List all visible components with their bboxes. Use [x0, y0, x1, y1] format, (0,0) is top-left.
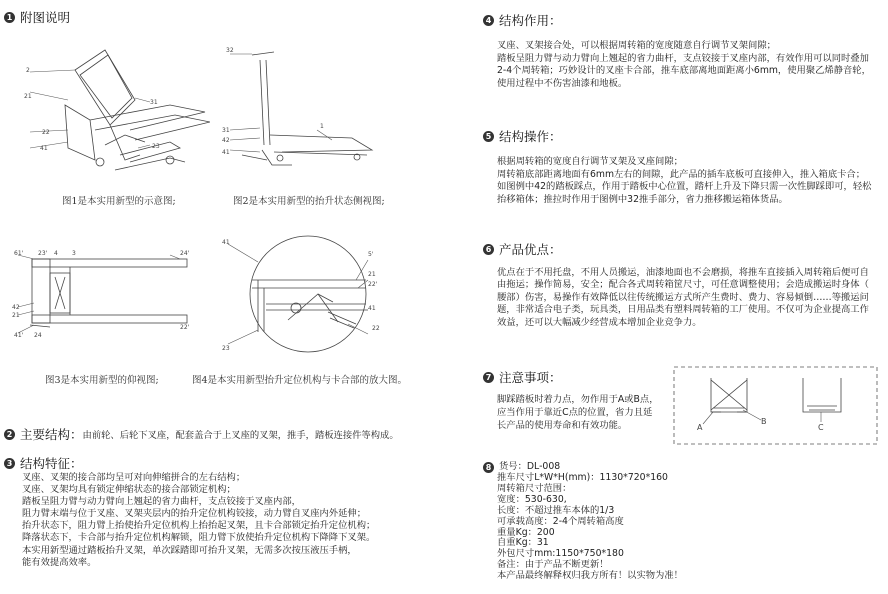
section-title: 结构操作： — [499, 129, 562, 144]
svg-text:32: 32 — [226, 47, 234, 54]
svg-text:42: 42 — [222, 137, 230, 144]
diagram-label-a: A — [697, 423, 703, 432]
svg-text:23': 23' — [38, 250, 48, 257]
caution-diagram — [673, 366, 878, 446]
svg-text:4: 4 — [54, 250, 58, 257]
svg-text:22': 22' — [368, 281, 378, 288]
text-line: 阻力臂末端与位于叉座、叉架夹层内的抬升定位机构铰接，动力臂自叉座内外延伸； — [22, 508, 366, 520]
figure-1-caption: 图1是本实用新型的示意图; — [62, 196, 176, 207]
spec-line: 宽度：530-630, — [497, 493, 567, 505]
text-line: 优点在于不用托盘，不用人员搬运，油漆地面也不会磨损，将推车直接插入周转箱后便可自 — [497, 267, 869, 278]
text-line: 踏板呈阻力臂与动力臂向上翘起的省力曲杆，支点铰接于叉座内部， — [22, 496, 301, 508]
svg-text:5': 5' — [368, 251, 374, 258]
spec-line: 外包尺寸mm:1150*750*180 — [497, 548, 624, 560]
text-line: 脚踩踏板时着力点，勿作用于A或B点， — [497, 394, 659, 405]
text-line: 降落状态下，卡合部与抬升定位机构解锁，阻力臂下放使抬升定位机构下降降下叉架。 — [22, 532, 376, 544]
section-6-header — [483, 240, 562, 258]
circled-number-icon: 6 — [483, 244, 494, 255]
text-line: 效益，还可以大幅减少经营成本增加企业竞争力。 — [497, 316, 702, 328]
section-2-text: 由前轮、后轮下叉座，配套盖合于上叉座的叉架，推手，踏板连接件等构成。 — [82, 430, 399, 441]
spec-line: 周转箱尺寸范围： — [497, 482, 572, 494]
section-1-header — [4, 8, 70, 26]
spec-line: 本产品最终解释权归我方所有！以实物为准！ — [497, 570, 683, 582]
circled-number-icon: 7 — [483, 372, 494, 383]
section-4-body — [497, 40, 871, 90]
svg-text:24': 24' — [180, 250, 190, 257]
svg-text:24: 24 — [34, 332, 42, 339]
figure-4-drawing — [218, 232, 398, 362]
circled-number-icon: 2 — [4, 429, 15, 440]
svg-text:41': 41' — [14, 332, 24, 339]
svg-text:2: 2 — [26, 67, 30, 74]
text-line: 踏板呈阻力臂与动力臂向上翘起的省力曲杆，支点铰接于叉座内部，有效作用可以同时叠加 — [497, 52, 869, 64]
spec-line: 重量Kg：200 — [497, 526, 555, 538]
svg-text:31: 31 — [222, 127, 230, 134]
svg-text:22': 22' — [180, 324, 190, 331]
figure-1-drawing — [20, 30, 210, 180]
diagram-label-c: C — [818, 423, 824, 432]
spec-line: 备注：由于产品不断更新！ — [497, 559, 609, 571]
svg-text:61': 61' — [14, 250, 24, 257]
circled-number-icon: 5 — [483, 131, 494, 142]
svg-text:3: 3 — [72, 250, 76, 257]
svg-text:21: 21 — [24, 93, 32, 100]
text-line: 叉座、叉架的接合部均呈可对向伸缩拼合的左右结构； — [22, 472, 246, 483]
text-line: 题，非常适合电子类，玩具类，日用品类有塑料周转箱的工厂使用。不仅可为企业提高工作 — [497, 304, 869, 316]
circled-number-icon: 1 — [4, 12, 15, 23]
section-title: 结构作用： — [499, 13, 562, 28]
spec-line: 长度：不超过推车本体的1/3 — [497, 504, 615, 516]
section-7-body — [497, 393, 659, 432]
section-3-body — [22, 472, 375, 569]
text-line: 由拖运；操作简易，安全；配合各式周转箱筐尺寸，可任意调整使用；会造成搬运时身体（ — [497, 279, 869, 291]
figure-3-caption: 图3是本实用新型的仰视图; — [45, 375, 159, 386]
text-line: 周转箱底部距离地面有6mm左右的间隙，此产品的插车底板可直接伸入，推入箱底卡合； — [497, 168, 866, 180]
section-title: 主要结构： — [20, 427, 83, 442]
text-line: 腰部）伤害，易操作有效降低以往传统搬运方式所产生费时、费力、容易倾倒……等搬运问 — [497, 291, 869, 303]
section-title: 产品优点： — [499, 242, 562, 257]
svg-text:42: 42 — [12, 304, 20, 311]
svg-text:41: 41 — [40, 145, 48, 152]
spec-line: 自重Kg：31 — [497, 537, 549, 549]
circled-number-icon: 3 — [4, 458, 15, 469]
text-line: 叉座、叉架均具有锁定伸缩状态的接合部锁定机构； — [22, 484, 236, 496]
section-4-header — [483, 11, 562, 29]
svg-text:1: 1 — [320, 123, 324, 130]
text-line: 根据周转箱的宽度自行调节叉架及叉座间隙； — [497, 156, 683, 167]
section-2-header — [4, 425, 399, 443]
text-line: 2-4个周转箱；巧妙设计的叉座卡合部，推车底部离地面距离小6mm，使用聚乙烯静音轮， — [497, 65, 871, 76]
diagram-label-b: B — [761, 417, 767, 426]
section-title: 附图说明 — [20, 10, 71, 25]
text-line: 应当作用于靠近C点的位置，省力且延 — [497, 407, 653, 418]
section-title: 注意事项： — [499, 370, 562, 385]
section-7-header — [483, 368, 562, 386]
section-5-header — [483, 127, 562, 145]
circled-number-icon: 8 — [483, 462, 494, 473]
svg-text:23: 23 — [222, 345, 230, 352]
svg-text:23: 23 — [152, 143, 160, 150]
figure-2-caption: 图2是本实用新型的抬升状态侧视图; — [233, 196, 385, 207]
section-5-body — [497, 156, 871, 206]
section-title: 结构特征： — [20, 456, 83, 471]
svg-text:31: 31 — [150, 99, 158, 106]
svg-text:41: 41 — [368, 305, 376, 312]
svg-text:22: 22 — [42, 129, 50, 136]
text-line: 如图例中42的踏板踩点，作用于踏板中心位置，踏杆上升及下降只需一次性脚踩即可，轻松 — [497, 181, 872, 192]
svg-text:22: 22 — [372, 325, 380, 332]
figure-3-drawing — [10, 245, 195, 355]
text-line: 抬移箱体；推拉时作用于图例中32推手部分，省力推移搬运箱体货品。 — [497, 193, 788, 205]
section-8 — [483, 462, 683, 582]
text-line: 抬升状态下，阻力臂上抬使抬升定位机构上抬抬起叉架，且卡合部锁定抬升定位机构； — [22, 520, 376, 532]
spec-product-code: 货号：DL-008 — [499, 461, 561, 473]
figure-2-drawing — [222, 40, 392, 180]
circled-number-icon: 4 — [483, 15, 494, 26]
svg-text:21: 21 — [368, 271, 376, 278]
spec-line: 推车尺寸L*W*H(mm)：1130*720*160 — [497, 472, 668, 483]
section-6-body — [497, 267, 869, 329]
text-line: 能有效提高效率。 — [22, 556, 97, 568]
svg-text:41: 41 — [222, 239, 230, 246]
svg-text:41: 41 — [222, 149, 230, 156]
text-line: 使用过程中不伤害油漆和地板。 — [497, 77, 628, 89]
figure-4-caption: 图4是本实用新型抬升定位机构与卡合部的放大图。 — [192, 375, 408, 386]
section-3-header — [4, 454, 83, 472]
spec-line: 可承载高度：2-4个周转箱高度 — [497, 515, 624, 527]
svg-text:21: 21 — [12, 312, 20, 319]
text-line: 长产品的使用寿命和有效功能。 — [497, 420, 628, 431]
text-line: 本实用新型通过踏板抬升叉架，单次踩踏即可抬升叉架，无需多次按压液压手柄， — [22, 544, 357, 556]
text-line: 叉座、叉架接合处，可以根据周转箱的宽度随意自行调节叉架间隙； — [497, 40, 776, 51]
